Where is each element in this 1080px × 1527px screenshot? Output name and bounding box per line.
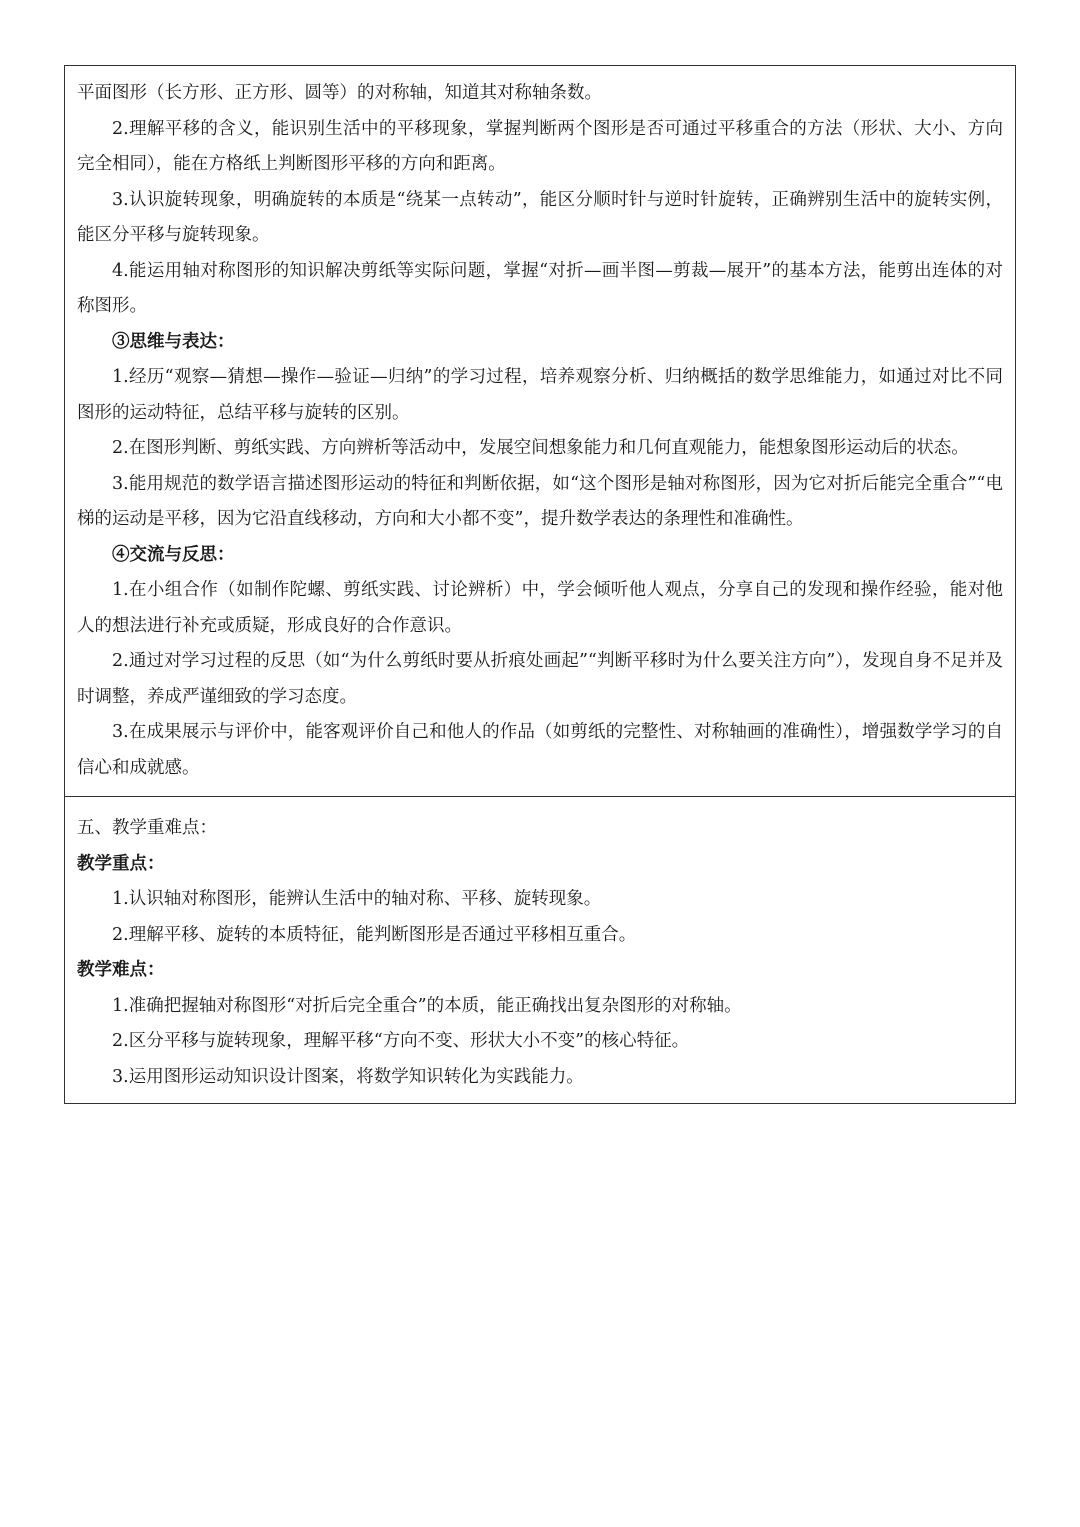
reflection-paragraph: 3.在成果展示与评价中，能客观评价自己和他人的作品（如剪纸的完整性、对称轴画的准确性），增强数学学习的自信心和成就感。 xyxy=(77,722,1003,778)
reflection-heading: ④交流与反思： xyxy=(112,544,235,565)
difficulty-heading: 教学难点： xyxy=(77,960,165,980)
objective-paragraph: 3.认识旋转现象，明确旋转的本质是“绕某一点转动”，能区分顺时针与逆时针旋转，正确辨别生活中的旋转实例，能区分平移与旋转现象。 xyxy=(77,189,1003,245)
thinking-paragraph: 3.能用规范的数学语言描述图形运动的特征和判断依据，如“这个图形是轴对称图形，因为它对折后能完全重合”“电梯的运动是平移，因为它沿直线移动，方向和大小都不变”，提升数学表达的条理性和准确性。 xyxy=(77,473,1003,529)
lesson-plan-table xyxy=(64,65,1016,1104)
difficulty-item: 3.运用图形运动知识设计图案，将数学知识转化为实践能力。 xyxy=(112,1066,584,1087)
thinking-heading: ③思维与表达： xyxy=(112,331,235,352)
keypoints-cell xyxy=(65,796,1015,1103)
difficulty-item: 2.区分平移与旋转现象，理解平移“方向不变、形状大小不变”的核心特征。 xyxy=(112,1031,690,1051)
thinking-paragraph: 2.在图形判断、剪纸实践、方向辨析等活动中，发展空间想象能力和几何直观能力，能想象图形运动后的状态。 xyxy=(112,438,969,458)
thinking-paragraph: 1.经历“观察—猜想—操作—验证—归纳”的学习过程，培养观察分析、归纳概括的数学思维能力，如通过对比不同图形的运动特征，总结平移与旋转的区别。 xyxy=(77,367,1003,423)
objective-paragraph: 4.能运用轴对称图形的知识解决剪纸等实际问题，掌握“对折—画半图—剪裁—展开”的基本方法，能剪出连体的对称图形。 xyxy=(77,260,1003,316)
difficulty-item: 1.准确把握轴对称图形“对折后完全重合”的本质，能正确找出复杂图形的对称轴。 xyxy=(112,995,742,1016)
reflection-paragraph: 1.在小组合作（如制作陀螺、剪纸实践、讨论辨析）中，学会倾听他人观点，分享自己的发现和操作经验，能对他人的想法进行补充或质疑，形成良好的合作意识。 xyxy=(77,580,1003,636)
objective-paragraph: 平面图形（长方形、正方形、圆等）的对称轴，知道其对称轴条数。 xyxy=(77,83,602,103)
objective-paragraph: 2.理解平移的含义，能识别生活中的平移现象，掌握判断两个图形是否可通过平移重合的方法（形状、大小、方向完全相同），能在方格纸上判断图形平移的方向和距离。 xyxy=(77,118,1003,174)
focus-item: 2.理解平移、旋转的本质特征，能判断图形是否通过平移相互重合。 xyxy=(112,924,637,945)
objectives-cell xyxy=(65,66,1015,796)
focus-heading: 教学重点： xyxy=(77,853,165,874)
reflection-paragraph: 2.通过对学习过程的反思（如“为什么剪纸时要从折痕处画起”“判断平移时为什么要关注方向”），发现自身不足并及时调整，养成严谨细致的学习态度。 xyxy=(77,651,1003,707)
focus-item: 1.认识轴对称图形，能辨认生活中的轴对称、平移、旋转现象。 xyxy=(112,889,602,909)
section-title: 五、教学重难点： xyxy=(77,818,217,838)
